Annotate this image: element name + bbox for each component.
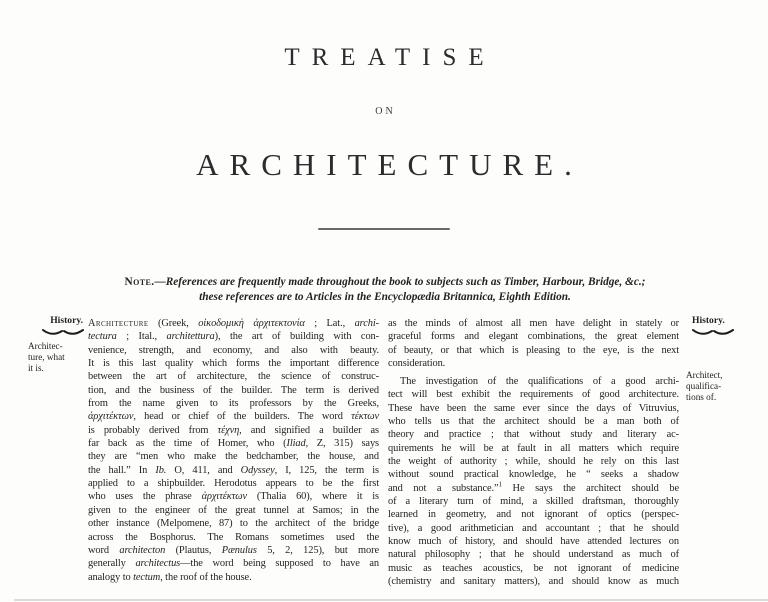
right-text-column: [388, 317, 679, 588]
text-run: tectura: [88, 331, 117, 343]
text-run: Iliad: [286, 438, 306, 450]
text-line: [388, 455, 679, 468]
text-line: [88, 397, 379, 410]
text-run: References are frequently made throughout the book to subjects such as Timber, Harbour, Bridge, &c.;: [165, 276, 646, 288]
text-line: [88, 504, 379, 517]
text-run: between the art of architecture, the science of construc-: [88, 371, 379, 383]
text-run: graceful forms and elegant combinations, the great element: [388, 331, 679, 343]
text-run: learned in geometry, and not ignorant of optics (perspec-: [388, 509, 679, 521]
footnote-marker: 1: [498, 480, 502, 489]
text-line: [88, 424, 379, 437]
text-run: natural philosophy ; that he should understand as much of: [388, 549, 679, 561]
text-run: given to the engineer of the great tunnel at Samos; in the: [88, 504, 379, 516]
text-line: [388, 522, 679, 535]
text-run: τέχνη: [217, 424, 240, 436]
text-line: [388, 415, 679, 428]
text-line: [388, 388, 679, 401]
text-run: (Greek,: [148, 318, 199, 329]
margin-label-history: History.: [692, 315, 725, 326]
text-line: [88, 450, 379, 463]
text-run: generally: [88, 558, 136, 570]
left-text-column: [88, 317, 379, 584]
text-run: from the name given to its professors by the Greeks,: [88, 398, 379, 410]
text-run: these references are to Articles in the Encyclopædia Britannica, Eighth Edition.: [199, 291, 571, 303]
text-run: far back as the time of Homer, who (: [88, 438, 287, 450]
head-note: [60, 275, 710, 305]
text-line: [88, 557, 379, 570]
text-line: [88, 330, 379, 343]
text-run: , and signified a builder as: [239, 424, 379, 436]
text-line: [388, 375, 679, 388]
text-run: ; Lat.,: [304, 318, 355, 329]
head-note-line: [60, 275, 710, 290]
text-run: —the word being supposed to have an: [180, 558, 379, 570]
text-run: is probably derived from: [88, 424, 218, 436]
text-run: tect will best exhibit the requirements of good architecture.: [388, 389, 679, 401]
text-run: τέκτων: [351, 411, 379, 423]
text-run: , I, 125, the term is: [274, 464, 379, 476]
text-run: Odyssey: [240, 464, 275, 476]
text-line: [388, 402, 679, 415]
text-run: Ib.: [155, 464, 167, 476]
text-run: as the minds of almost all men have delight in stately or: [388, 318, 679, 329]
text-line: [88, 410, 379, 423]
text-run: tive), a good arithmetician and accountant ; that he should: [388, 522, 679, 534]
text-run: —: [154, 276, 166, 288]
text-line: [388, 468, 679, 481]
text-run: of beauty, or that which is pleasing to the eye, is the next: [388, 344, 679, 356]
text-run: He says the architect should be: [501, 482, 679, 494]
margin-note-architect: Architect, qualifica- tions of.: [686, 370, 723, 402]
text-line: [88, 490, 379, 503]
text-line: [388, 535, 679, 548]
text-line: [88, 544, 379, 557]
text-line: [88, 517, 379, 530]
text-line: [388, 428, 679, 441]
flourish-icon: [42, 328, 84, 337]
text-run: across the Bosphorus. The Romans sometimes used the: [88, 531, 379, 543]
text-run: tectum: [133, 571, 161, 583]
text-run: the hall.” In: [88, 464, 156, 476]
text-run: of a literary turn of mind, a skilled draftsman, thoroughly: [388, 495, 679, 507]
text-line: [88, 357, 379, 370]
text-line: [388, 442, 679, 455]
text-run: applied to a shipbuilder. Herodotus appears to be the first: [88, 478, 379, 490]
text-run: other instance (Melpomene, 87) to the architect of the bridge: [88, 518, 379, 530]
text-line: [88, 370, 379, 383]
text-line: [88, 531, 379, 544]
text-run: It is this last quality which forms the important difference: [88, 358, 379, 370]
margin-note-architecture: Architec- ture, what it is.: [28, 341, 65, 373]
text-run: the weight of authority ; while, should he rely on this last: [388, 455, 679, 467]
text-run: analogy to: [88, 571, 134, 583]
text-run: Pænulus: [221, 544, 257, 556]
margin-label-history: History.: [50, 315, 83, 326]
text-run: quirements he will be at fault in all matters which require: [388, 442, 679, 454]
text-run: ἀρχιτέκτων: [88, 411, 134, 423]
text-run: know much of history, and should have attended lectures on: [388, 536, 679, 547]
text-line: [388, 482, 679, 495]
text-line: [388, 548, 679, 561]
text-run: ), the art of building with con-: [214, 331, 379, 343]
text-run: These have been the same ever since the days of Vitruvius,: [388, 402, 679, 414]
right-margin-notes: [686, 315, 762, 403]
text-run: architectus: [135, 558, 181, 570]
text-line: [88, 571, 379, 584]
page-subtitle: ON: [375, 106, 396, 117]
text-run: architettura: [166, 331, 215, 343]
text-line: [88, 344, 379, 357]
text-run: tion, and the business of the builder. The term is derived: [88, 384, 379, 396]
left-margin-notes: [28, 315, 85, 374]
text-run: they are “men who make the bedchamber, the house, and: [88, 451, 379, 463]
text-run: ἀρχιτέκτων: [201, 491, 247, 503]
main-title: ARCHITECTURE.: [196, 147, 583, 182]
text-run: architecton: [119, 544, 166, 556]
page-bottom-edge: [14, 599, 768, 601]
text-run: ; Ital.,: [116, 331, 167, 343]
text-run: O, 411, and: [166, 464, 241, 476]
text-line: [388, 575, 679, 588]
text-line: [88, 464, 379, 477]
text-run: οἰκοδομικὴ ἀρχιτεκτονία: [198, 318, 305, 329]
text-run: The investigation of the qualifications of a good archi-: [400, 375, 679, 387]
text-run: and not a substance.”: [388, 482, 499, 494]
text-run: (chemistry and sanitary matters), and should know as much: [388, 576, 679, 588]
text-run: theory and practice ; that without study and literary ac-: [388, 429, 679, 441]
text-line: [388, 562, 679, 575]
text-line: [88, 477, 379, 490]
text-run: word: [88, 544, 120, 556]
text-run: who uses the phrase: [88, 491, 202, 503]
text-line: [88, 437, 379, 450]
text-run: (Plautus,: [165, 544, 222, 556]
text-run: who tells us that the architect should be a man both of: [388, 415, 679, 427]
text-line: [388, 317, 679, 330]
text-run: , Z, 315) says: [305, 438, 379, 450]
text-line: [388, 495, 679, 508]
head-note-line: [60, 290, 710, 305]
text-run: , head or chief of the builders. The word: [133, 411, 352, 423]
text-run: , the roof of the house.: [160, 571, 252, 583]
text-line: [88, 317, 379, 330]
text-line: [388, 330, 679, 343]
text-run: Note.: [124, 276, 155, 288]
title-divider-rule: [318, 228, 450, 230]
text-run: Architecture: [88, 318, 149, 329]
text-run: 5, 2, 125), but more: [256, 544, 379, 556]
text-line: [388, 344, 679, 357]
text-line: [388, 508, 679, 521]
text-run: (Thalia 60), where it is: [246, 491, 379, 503]
text-line: [88, 384, 379, 397]
flourish-icon: [692, 328, 734, 337]
page-title: TREATISE: [284, 44, 496, 71]
text-run: without sound practical knowledge, he “ seeks a shadow: [388, 469, 679, 481]
text-run: venience, strength, and economy, and also with beauty.: [88, 344, 379, 356]
text-line: [388, 357, 679, 370]
text-run: archi-: [354, 318, 379, 329]
text-run: music as teaches acoustics, be not ignorant of medicine: [388, 562, 679, 574]
text-run: consideration.: [388, 358, 446, 370]
